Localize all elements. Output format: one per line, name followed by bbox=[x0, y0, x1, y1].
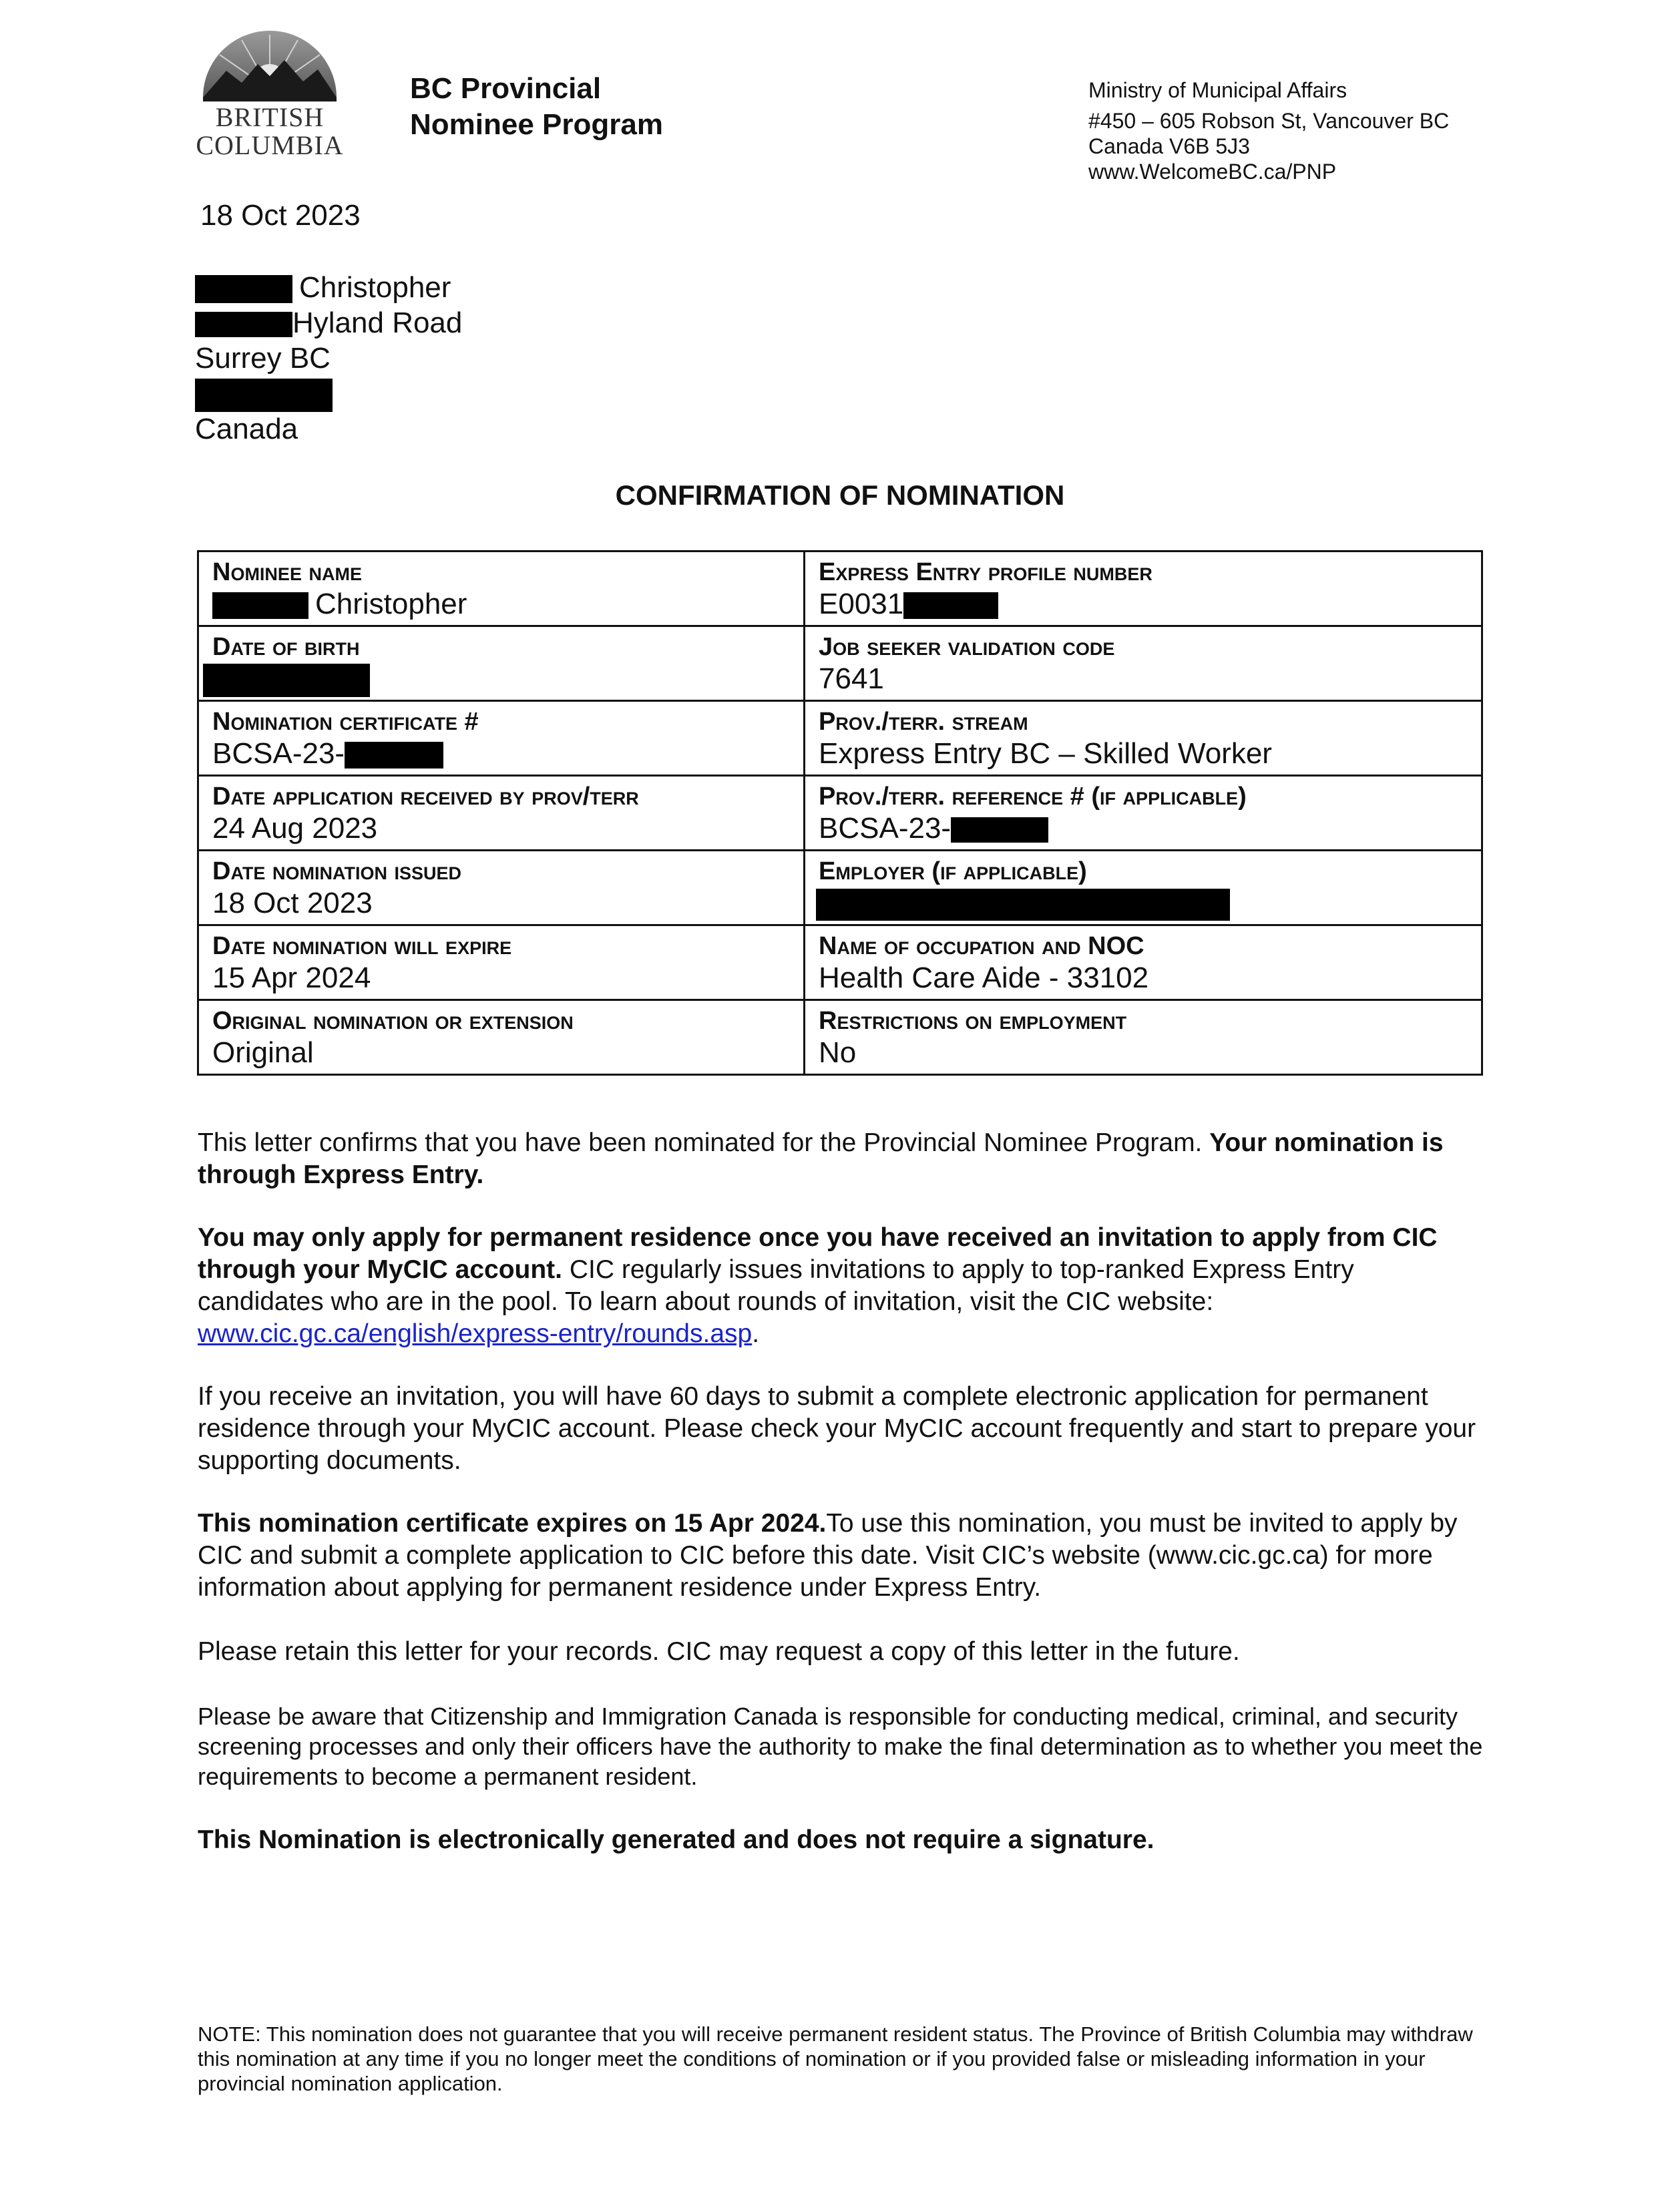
label-issued: Date nomination issued bbox=[212, 857, 462, 885]
value-original: Original bbox=[212, 1036, 314, 1069]
value-ee-profile: E0031 bbox=[819, 588, 904, 620]
table-row bbox=[198, 552, 1482, 626]
label-stream: Prov./terr. stream bbox=[819, 708, 1028, 736]
value-received: 24 Aug 2023 bbox=[212, 812, 378, 845]
recipient-name: Christopher bbox=[299, 271, 451, 304]
table-row bbox=[198, 776, 1482, 851]
paragraph-no-signature: This Nomination is electronically generated and does not require a signature. bbox=[198, 1825, 1154, 1854]
paragraph-invitation-bold: You may only apply for permanent residence once you have received an invitation to apply from CIC through your MyCIC account. bbox=[198, 1223, 1438, 1284]
recipient-postal-line bbox=[195, 376, 462, 411]
redaction-bar bbox=[195, 275, 292, 303]
cell-reference bbox=[805, 776, 1482, 851]
cell-cert bbox=[198, 701, 805, 776]
value-expire: 15 Apr 2024 bbox=[212, 961, 371, 994]
table-row bbox=[198, 701, 1482, 776]
label-expire: Date nomination will expire bbox=[212, 932, 512, 960]
value-jsvc: 7641 bbox=[819, 662, 884, 695]
label-nominee-name: Nominee name bbox=[212, 558, 363, 586]
paragraph-confirmation-bold: Your nomination is through Express Entry. bbox=[198, 1128, 1444, 1189]
recipient-street-line bbox=[195, 305, 462, 341]
bc-logo bbox=[190, 16, 350, 160]
label-original: Original nomination or extension bbox=[212, 1007, 574, 1035]
value-nominee-name-line bbox=[212, 587, 803, 622]
value-issued: 18 Oct 2023 bbox=[212, 887, 373, 919]
program-line-1: BC Provincial bbox=[410, 72, 602, 105]
label-ee-profile: Express Entry profile number bbox=[819, 558, 1152, 586]
cell-dob bbox=[198, 626, 805, 701]
table-row bbox=[198, 1000, 1482, 1075]
value-reference-line bbox=[819, 811, 1481, 846]
redaction-bar bbox=[195, 312, 292, 337]
cell-nominee-name bbox=[198, 552, 805, 626]
logo-text-columbia: COLUMBIA bbox=[196, 130, 344, 160]
paragraph-invitation bbox=[198, 1222, 1486, 1350]
paragraph-invitation-end: . bbox=[752, 1319, 760, 1348]
label-dob: Date of birth bbox=[212, 633, 360, 661]
paragraph-screening: Please be aware that Citizenship and Immigration Canada is responsible for conducting medical, criminal, and security screening processes and only their officers have the authority to make the final determination as to whether you meet the requirements to become a permanent resident. bbox=[198, 1703, 1483, 1790]
letter-date: 18 Oct 2023 bbox=[200, 199, 361, 232]
value-cert: BCSA-23- bbox=[212, 737, 345, 770]
ministry-website: www.WelcomeBC.ca/PNP bbox=[1088, 160, 1337, 184]
value-occupation: Health Care Aide - 33102 bbox=[819, 961, 1149, 994]
value-cert-line bbox=[212, 736, 803, 771]
paragraph-60-days: If you receive an invitation, you will have 60 days to submit a complete electronic application for permanent residence through your MyCIC account. Please check your MyCIC account frequently and start to prepare your supporting documents. bbox=[198, 1382, 1476, 1475]
paragraph-invitation-text: CIC regularly issues invitations to apply to top-ranked Express Entry candidates who are in the pool. To learn about rounds of invitation, visit the CIC website: bbox=[198, 1255, 1354, 1316]
table-row bbox=[198, 925, 1482, 1000]
label-reference: Prov./terr. reference # (if applicable) bbox=[819, 783, 1247, 811]
label-jsvc: Job seeker validation code bbox=[819, 633, 1115, 661]
cell-received bbox=[198, 776, 805, 851]
ministry-name: Ministry of Municipal Affairs bbox=[1088, 78, 1347, 102]
ministry-address-block bbox=[1088, 77, 1449, 184]
cell-occupation bbox=[805, 925, 1482, 1000]
label-restrictions: Restrictions on employment bbox=[819, 1007, 1127, 1035]
cell-employer bbox=[805, 851, 1482, 925]
label-received: Date application received by prov/terr bbox=[212, 783, 639, 811]
cell-jsvc bbox=[805, 626, 1482, 701]
redaction-bar bbox=[816, 889, 1230, 921]
redaction-bar bbox=[345, 742, 443, 768]
paragraph-retain: Please retain this letter for your records. CIC may request a copy of this letter in the future. bbox=[198, 1637, 1240, 1666]
document-title: CONFIRMATION OF NOMINATION bbox=[615, 479, 1065, 511]
cell-issued bbox=[198, 851, 805, 925]
value-dob-line bbox=[212, 662, 803, 697]
redaction-bar bbox=[203, 664, 370, 697]
cell-ee-profile bbox=[805, 552, 1482, 626]
redaction-bar bbox=[951, 817, 1048, 843]
logo-text-british: BRITISH bbox=[215, 102, 325, 132]
value-reference: BCSA-23- bbox=[819, 812, 952, 845]
redaction-bar bbox=[903, 592, 998, 619]
cell-expire bbox=[198, 925, 805, 1000]
ministry-address-line-1: #450 – 605 Robson St, Vancouver BC bbox=[1088, 109, 1450, 133]
paragraph-expiry bbox=[198, 1508, 1486, 1604]
nomination-details-table bbox=[197, 550, 1483, 1076]
label-cert: Nomination certificate # bbox=[212, 708, 479, 736]
value-ee-profile-line bbox=[819, 587, 1481, 622]
value-nominee-name: Christopher bbox=[315, 588, 467, 620]
recipient-name-line bbox=[195, 270, 462, 305]
table-row bbox=[198, 626, 1482, 701]
ministry-address-line-2: Canada V6B 5J3 bbox=[1088, 134, 1250, 158]
redaction-bar bbox=[212, 592, 308, 619]
value-employer-line bbox=[819, 886, 1481, 921]
cell-original bbox=[198, 1000, 805, 1075]
paragraph-expiry-text: To use this nomination, you must be invited to apply by CIC and submit a complete application to CIC before this date. Visit CIC’s website (www.cic.gc.ca) for more information about applying for permanent residence under Express Entry. bbox=[198, 1509, 1458, 1602]
label-employer: Employer (if applicable) bbox=[819, 857, 1087, 885]
mountain-sun-emblem-icon bbox=[190, 16, 350, 103]
table-row bbox=[198, 851, 1482, 925]
footer-note: NOTE: This nomination does not guarantee that you will receive permanent resident status. The Province of British Columbia may withdraw this nomination at any time if you no longer meet the conditions of nomination or if you provided false or misleading information in your provincial nomination application. bbox=[198, 2022, 1473, 2095]
redaction-bar bbox=[195, 379, 333, 412]
recipient-address bbox=[195, 270, 462, 447]
program-name bbox=[410, 71, 663, 143]
cic-rounds-link[interactable]: www.cic.gc.ca/english/express-entry/rounds.asp bbox=[198, 1319, 753, 1348]
label-occupation: Name of occupation and NOC bbox=[819, 932, 1144, 960]
paragraph-expiry-bold: This nomination certificate expires on 15 Apr 2024. bbox=[198, 1509, 827, 1538]
recipient-street: Hyland Road bbox=[292, 306, 463, 339]
recipient-city: Surrey BC bbox=[195, 342, 331, 375]
paragraph-confirmation-text: This letter confirms that you have been nominated for the Provincial Nominee Program. bbox=[198, 1128, 1210, 1157]
program-line-2: Nominee Program bbox=[410, 108, 663, 141]
recipient-country: Canada bbox=[195, 413, 298, 445]
value-restrictions: No bbox=[819, 1036, 857, 1069]
value-stream: Express Entry BC – Skilled Worker bbox=[819, 737, 1272, 770]
paragraph-confirmation bbox=[198, 1127, 1486, 1191]
cell-stream bbox=[805, 701, 1482, 776]
cell-restrictions bbox=[805, 1000, 1482, 1075]
